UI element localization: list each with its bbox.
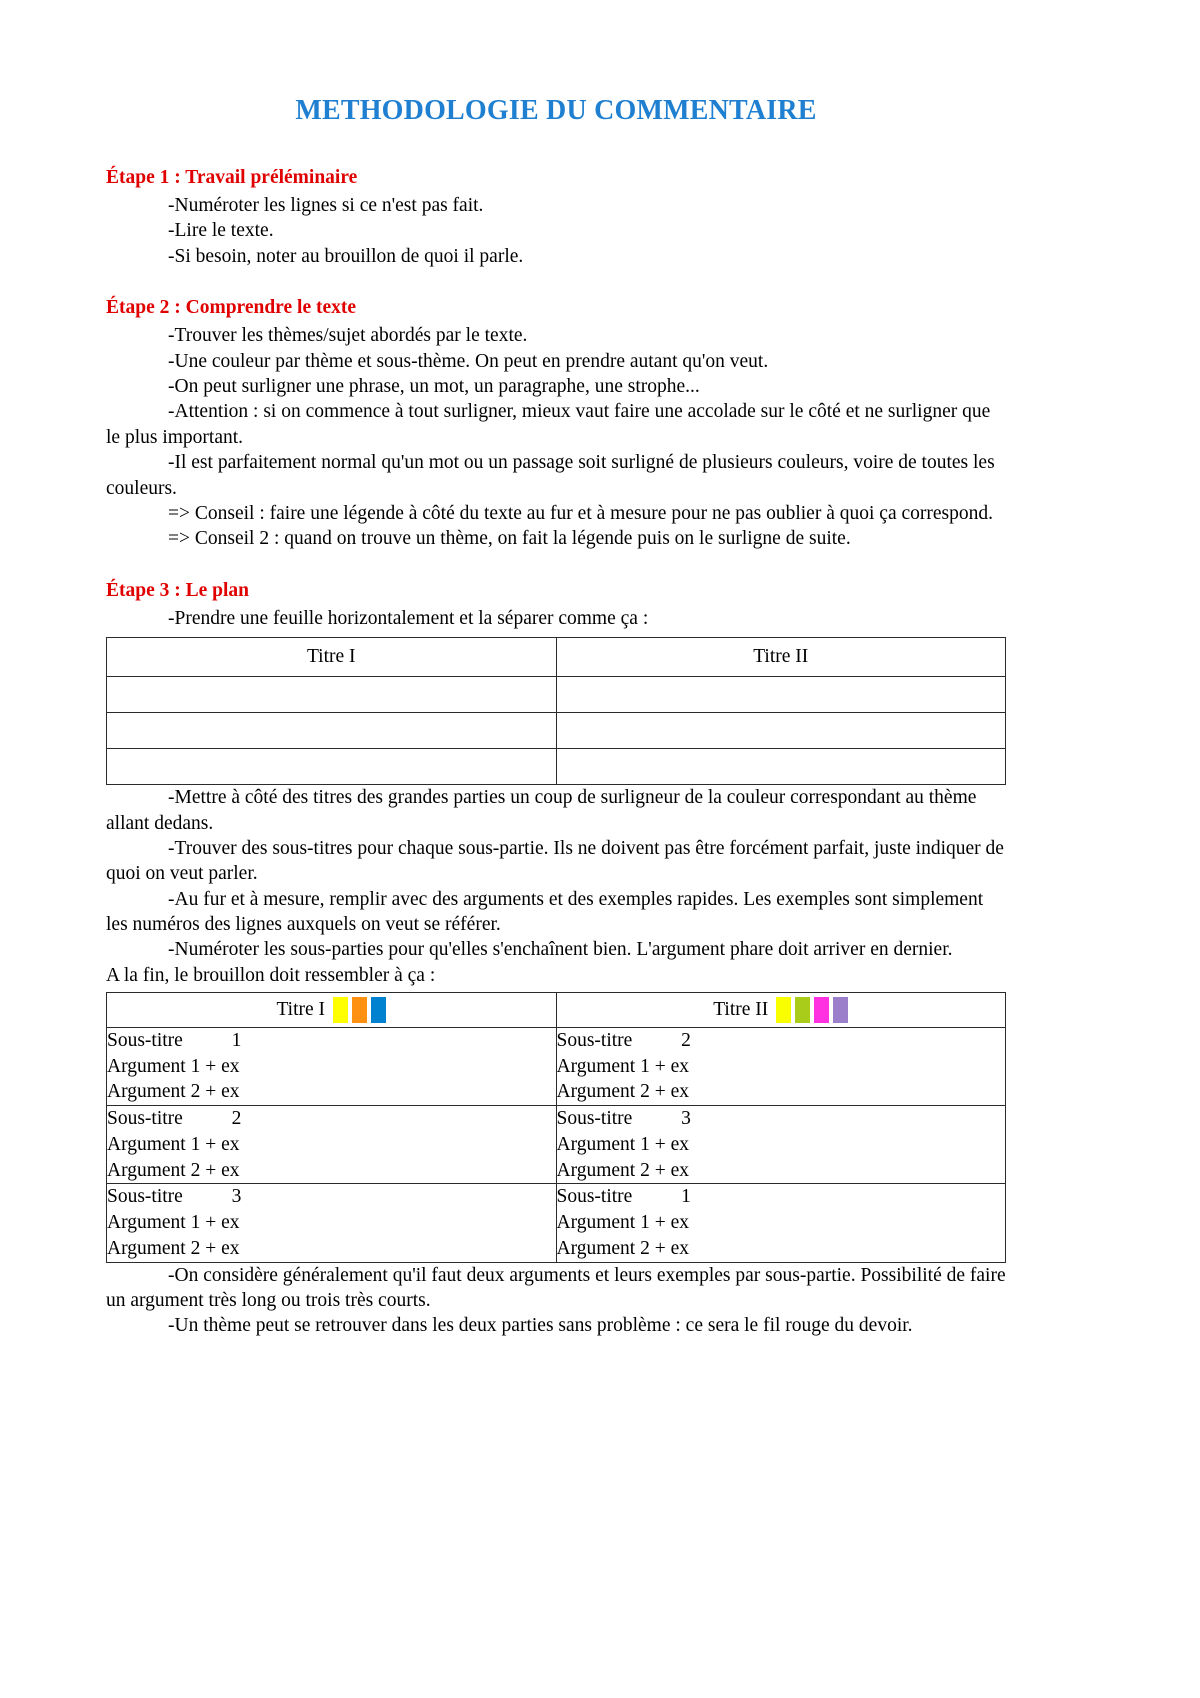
sous-titre-spacer <box>632 1186 681 1207</box>
sous-titre-label: Sous-titre <box>556 1029 633 1051</box>
brouillon-header-titre-1 <box>107 992 557 1027</box>
plan-table-empty-cell <box>107 677 557 713</box>
brouillon-cell-right <box>556 1184 1006 1262</box>
sous-titre-number: 3 <box>681 1108 691 1130</box>
argument-1-line: Argument 1 + ex <box>107 1133 240 1155</box>
plan-table-header-titre-2: Titre II <box>556 638 1006 677</box>
argument-1-line: Argument 1 + ex <box>107 1212 240 1234</box>
document-content <box>106 96 1006 1339</box>
table-row <box>107 1106 1006 1184</box>
argument-2-line: Argument 2 + ex <box>107 1159 240 1181</box>
step-2-line-3: -On peut surligner une phrase, un mot, un paragraphe, une strophe... <box>168 376 700 398</box>
step-2-line-6: => Conseil : faire une légende à côté du texte au fur et à mesure pour ne pas oublier à quoi ça correspond. <box>168 502 993 524</box>
step-3-after-table1-line-1: -Mettre à côté des titres des grandes parties un coup de surligneur de la couleur correspondant au thème allant dedans. <box>106 787 977 834</box>
step-2-heading: Étape 2 : Comprendre le texte <box>106 297 357 319</box>
brouillon-header-label: Titre II <box>713 999 769 1021</box>
argument-2-line: Argument 2 + ex <box>556 1081 689 1103</box>
argument-2-line: Argument 2 + ex <box>556 1237 689 1259</box>
table-row <box>107 677 1006 713</box>
step-1-line-1: -Numéroter les lignes si ce n'est pas fait. <box>168 195 484 217</box>
sous-titre-spacer <box>183 1108 232 1129</box>
step-3-after-table1-line-3: -Au fur et à mesure, remplir avec des arguments et des exemples rapides. Les exemples sont simplement les numéros des lignes auxquels on veut se référer. <box>106 888 984 935</box>
brouillon-intro-line: A la fin, le brouillon doit ressembler à ça : <box>106 964 436 986</box>
step-1-heading: Étape 1 : Travail préléminaire <box>106 166 358 188</box>
step-3-after-table2-line-2: -Un thème peut se retrouver dans les deux parties sans problème : ce sera le fil rouge du devoir. <box>168 1315 913 1337</box>
sous-titre-label: Sous-titre <box>107 1108 183 1130</box>
sous-titre-line <box>107 1028 556 1054</box>
sous-titre-line <box>557 1028 1006 1054</box>
step-3-after-table1-line-4: -Numéroter les sous-parties pour qu'elles s'enchaînent bien. L'argument phare doit arriver en dernier. <box>168 939 953 961</box>
plan-table-empty-cell <box>107 713 557 749</box>
sous-titre-number: 3 <box>231 1186 242 1208</box>
sous-titre-number: 1 <box>231 1029 242 1051</box>
step-2-line-2: -Une couleur par thème et sous-thème. On peut en prendre autant qu'on veut. <box>168 350 769 372</box>
spacer <box>106 552 1006 578</box>
argument-1-line: Argument 1 + ex <box>556 1212 689 1234</box>
step-1-line-2: -Lire le texte. <box>168 220 274 242</box>
swatch-blue-icon <box>371 997 386 1023</box>
swatch-purple-icon <box>833 997 848 1023</box>
brouillon-cell-left <box>107 1184 557 1262</box>
sous-titre-number: 2 <box>681 1029 691 1051</box>
brouillon-cell-right <box>556 1027 1006 1105</box>
brouillon-table <box>106 992 1006 1263</box>
table-row <box>107 1184 1006 1262</box>
plan-table-header-titre-1: Titre I <box>107 638 557 677</box>
swatch-green-icon <box>795 997 810 1023</box>
plan-table-empty-cell <box>556 677 1006 713</box>
argument-2-line: Argument 2 + ex <box>107 1237 240 1259</box>
argument-2-line: Argument 2 + ex <box>556 1159 689 1181</box>
step-2-line-4: -Attention : si on commence à tout surligner, mieux vaut faire une accolade sur le côté et ne surligner que le plus important. <box>106 401 991 448</box>
swatch-magenta-icon <box>814 997 829 1023</box>
step-1-line-3: -Si besoin, noter au brouillon de quoi il parle. <box>168 245 524 267</box>
step-3-heading: Étape 3 : Le plan <box>106 579 250 601</box>
table-row <box>107 713 1006 749</box>
swatch-orange-icon <box>352 997 367 1023</box>
argument-2-line: Argument 2 + ex <box>107 1081 240 1103</box>
highlighter-swatches-titre-1 <box>333 997 386 1023</box>
argument-1-line: Argument 1 + ex <box>107 1055 240 1077</box>
sous-titre-line <box>557 1184 1006 1210</box>
sous-titre-label: Sous-titre <box>107 1029 183 1051</box>
sous-titre-line <box>107 1184 556 1210</box>
argument-1-line: Argument 1 + ex <box>556 1133 689 1155</box>
brouillon-cell-left <box>107 1027 557 1105</box>
sous-titre-spacer <box>632 1030 681 1051</box>
table-row <box>107 1027 1006 1105</box>
step-3-after-table2-line-1: -On considère généralement qu'il faut deux arguments et leurs exemples par sous-partie. Possibilité de faire un argument très long ou trois très courts. <box>106 1264 1006 1311</box>
sous-titre-number: 2 <box>231 1108 242 1130</box>
step-2-line-7: => Conseil 2 : quand on trouve un thème, on fait la légende puis on le surligne de suite. <box>168 528 851 550</box>
highlighter-swatches-titre-2 <box>776 997 848 1023</box>
step-2-line-5: -Il est parfaitement normal qu'un mot ou un passage soit surligné de plusieurs couleurs, voire de toutes les couleurs. <box>106 452 995 499</box>
brouillon-cell-right <box>556 1106 1006 1184</box>
sous-titre-spacer <box>183 1030 232 1051</box>
sous-titre-label: Sous-titre <box>556 1108 633 1130</box>
page-title: METHODOLOGIE DU COMMENTAIRE <box>295 95 817 126</box>
brouillon-header-titre-2 <box>556 992 1006 1027</box>
sous-titre-line <box>107 1106 556 1132</box>
sous-titre-line <box>557 1106 1006 1132</box>
plan-table-empty-cell <box>556 749 1006 785</box>
sous-titre-label: Sous-titre <box>107 1186 183 1208</box>
step-2-line-1: -Trouver les thèmes/sujet abordés par le texte. <box>168 325 528 347</box>
sous-titre-spacer <box>183 1186 232 1207</box>
brouillon-header-label: Titre I <box>276 999 326 1021</box>
sous-titre-number: 1 <box>681 1186 691 1208</box>
sous-titre-label: Sous-titre <box>556 1186 633 1208</box>
table-row <box>107 749 1006 785</box>
sous-titre-spacer <box>632 1108 681 1129</box>
swatch-yellow-icon <box>333 997 348 1023</box>
plan-table-empty-cell <box>556 713 1006 749</box>
brouillon-cell-left <box>107 1106 557 1184</box>
step-3-intro-line: -Prendre une feuille horizontalement et la séparer comme ça : <box>168 607 649 629</box>
swatch-yellow-icon <box>776 997 791 1023</box>
plan-table-empty-cell <box>107 749 557 785</box>
step-3-after-table1-line-2: -Trouver des sous-titres pour chaque sous-partie. Ils ne doivent pas être forcément parfait, juste indiquer de quoi on veut parler. <box>106 837 1004 885</box>
table-row-header <box>107 992 1006 1027</box>
plan-table <box>106 637 1006 785</box>
spacer <box>106 269 1006 295</box>
argument-1-line: Argument 1 + ex <box>556 1055 689 1077</box>
table-row-header <box>107 638 1006 677</box>
